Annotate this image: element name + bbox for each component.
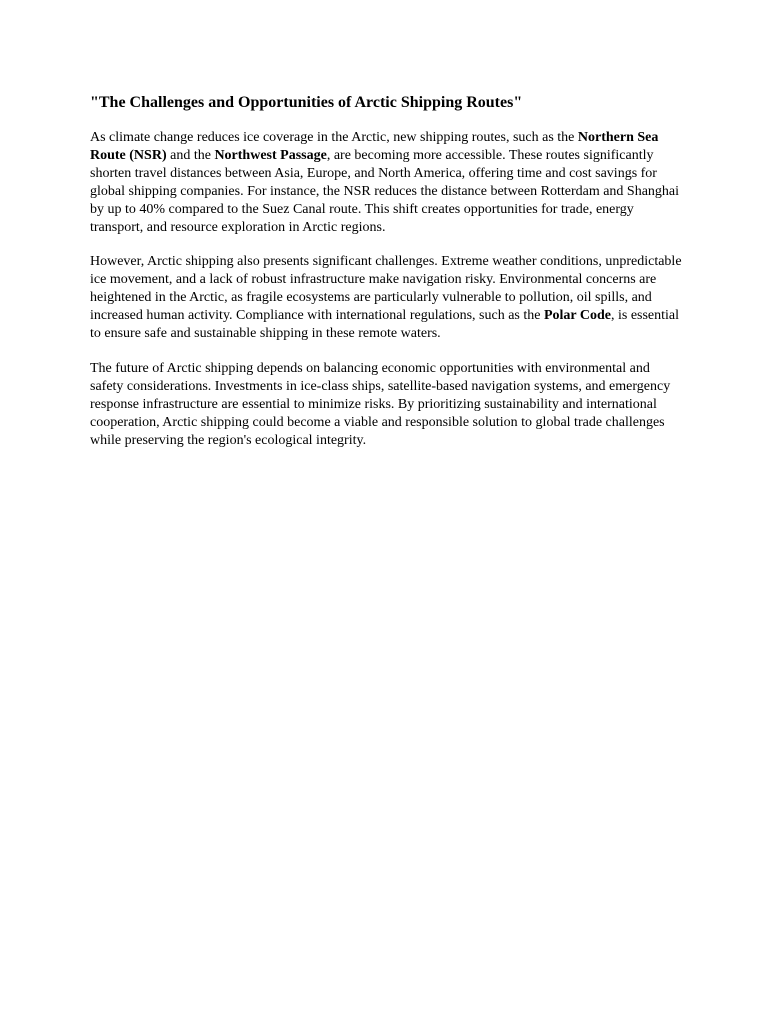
paragraph-text: and the [166, 147, 215, 163]
document-page [90, 93, 682, 467]
paragraph-2 [90, 253, 682, 343]
document-title: "The Challenges and Opportunities of Arctic Shipping Routes" [90, 94, 523, 111]
paragraph-3 [90, 360, 682, 450]
paragraph-text: , is essential to ensure safe and sustainable shipping in these remote waters. [90, 308, 680, 342]
paragraph-text: The future of Arctic shipping depends on balancing economic opportunities with environmental and safety considerations. Investments in ice-class ships, satellite-based navigation systems, and emergency response infrastructure are essential to minimize risks. By prioritizing sustainability and international cooperation, Arctic shipping could become a viable and responsible solution to global trade challenges while preserving the region's ecological integrity. [90, 360, 671, 448]
term-polar-code: Polar Code [543, 308, 611, 324]
term-northern-sea-route: Northern Sea Route (NSR) [90, 130, 659, 163]
paragraph-text: However, Arctic shipping also presents significant challenges. Extreme weather conditions, unpredictable ice movement, and a lack of robust infrastructure make navigation risky. Environmental concerns are heightened in the Arctic, as fragile ecosystems are particularly vulnerable to pollution, oil spills, and increased human activity. Compliance with international regulations, such as the [90, 254, 682, 324]
paragraph-1 [90, 129, 682, 236]
paragraph-text: , are becoming more accessible. These routes significantly shorten travel distances between Asia, Europe, and North America, offering time and cost savings for global shipping companies. For instance, the NSR reduces the distance between Rotterdam and Shanghai by up to 40% compared to the Suez Canal route. This shift creates opportunities for trade, energy transport, and resource exploration in Arctic regions. [90, 147, 680, 235]
paragraph-text: As climate change reduces ice coverage in the Arctic, new shipping routes, such as the [90, 130, 578, 145]
term-northwest-passage: Northwest Passage [214, 147, 327, 163]
